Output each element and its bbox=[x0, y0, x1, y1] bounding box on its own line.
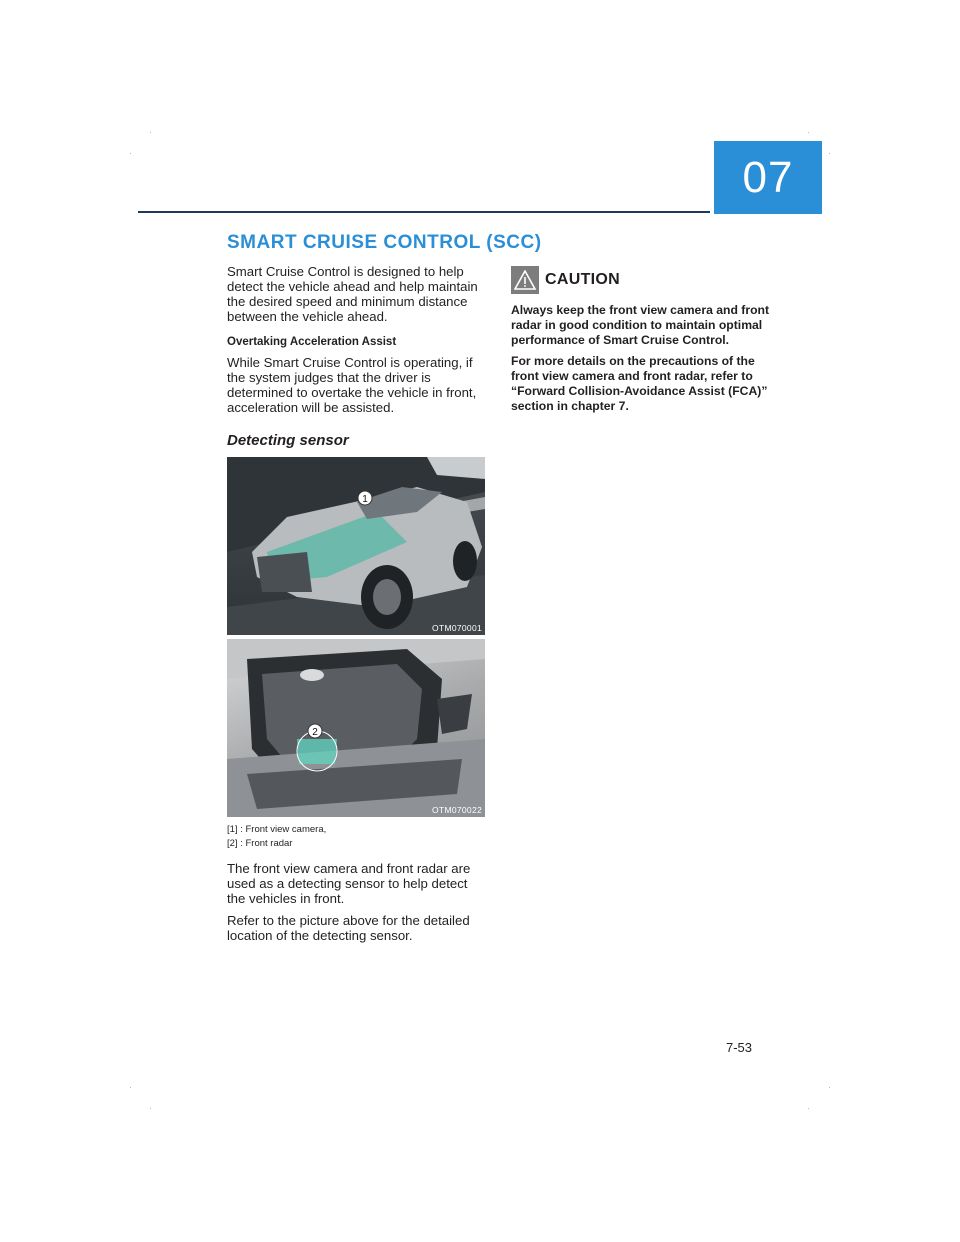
figure-front-camera bbox=[227, 457, 485, 635]
vehicle-camera-illustration bbox=[227, 457, 485, 635]
left-column bbox=[227, 264, 487, 943]
marker-1-label: 1 bbox=[362, 494, 368, 505]
overtaking-paragraph: While Smart Cruise Control is operating, if the system judges that the driver is determined to overtake the vehicle in front, acceleration will be assisted. bbox=[227, 355, 477, 415]
figure-front-radar bbox=[227, 639, 485, 817]
caution-label: CAUTION bbox=[545, 271, 620, 288]
crop-mark bbox=[150, 1108, 151, 1109]
vehicle-radar-illustration bbox=[227, 639, 485, 817]
crop-mark bbox=[808, 1108, 809, 1109]
page-number: 7-53 bbox=[726, 1040, 753, 1055]
caption-line-2: [2] : Front radar bbox=[227, 838, 293, 849]
crop-mark bbox=[130, 153, 131, 154]
detect-paragraph: The front view camera and front radar are used as a detecting sensor to help detect the vehicles in front. bbox=[227, 861, 471, 906]
chapter-tab: 07 bbox=[714, 141, 822, 214]
crop-mark bbox=[829, 153, 830, 154]
intro-paragraph: Smart Cruise Control is designed to help detect the vehicle ahead and help maintain the desired speed and minimum distance between the vehicle ahead. bbox=[227, 264, 478, 324]
marker-2-label: 2 bbox=[312, 727, 318, 738]
caution-paragraph-1: Always keep the front view camera and front radar in good condition to maintain optimal performance of Smart Cruise Control. bbox=[511, 303, 770, 347]
figure-caption bbox=[227, 823, 487, 851]
caution-paragraph-2: For more details on the precautions of the front view camera and front radar, refer to “Forward Collision-Avoidance Assist (FCA)” section in chapter 7. bbox=[511, 354, 768, 413]
section-title: SMART CRUISE CONTROL (SCC) bbox=[227, 232, 542, 253]
header-rule bbox=[138, 211, 710, 213]
crop-mark bbox=[130, 1087, 131, 1088]
crop-mark bbox=[829, 1087, 830, 1088]
caption-line-1: [1] : Front view camera, bbox=[227, 824, 327, 835]
figure-1-code: OTM070001 bbox=[432, 623, 482, 633]
right-column bbox=[511, 264, 773, 414]
figure-2-code: OTM070022 bbox=[432, 805, 482, 815]
warning-triangle-icon bbox=[511, 266, 539, 294]
crop-mark bbox=[150, 132, 151, 133]
caution-header bbox=[511, 266, 773, 294]
refer-paragraph: Refer to the picture above for the detailed location of the detecting sensor. bbox=[227, 913, 470, 943]
crop-mark bbox=[808, 132, 809, 133]
overtaking-subheading: Overtaking Acceleration Assist bbox=[227, 336, 397, 348]
detecting-sensor-heading: Detecting sensor bbox=[227, 432, 349, 449]
